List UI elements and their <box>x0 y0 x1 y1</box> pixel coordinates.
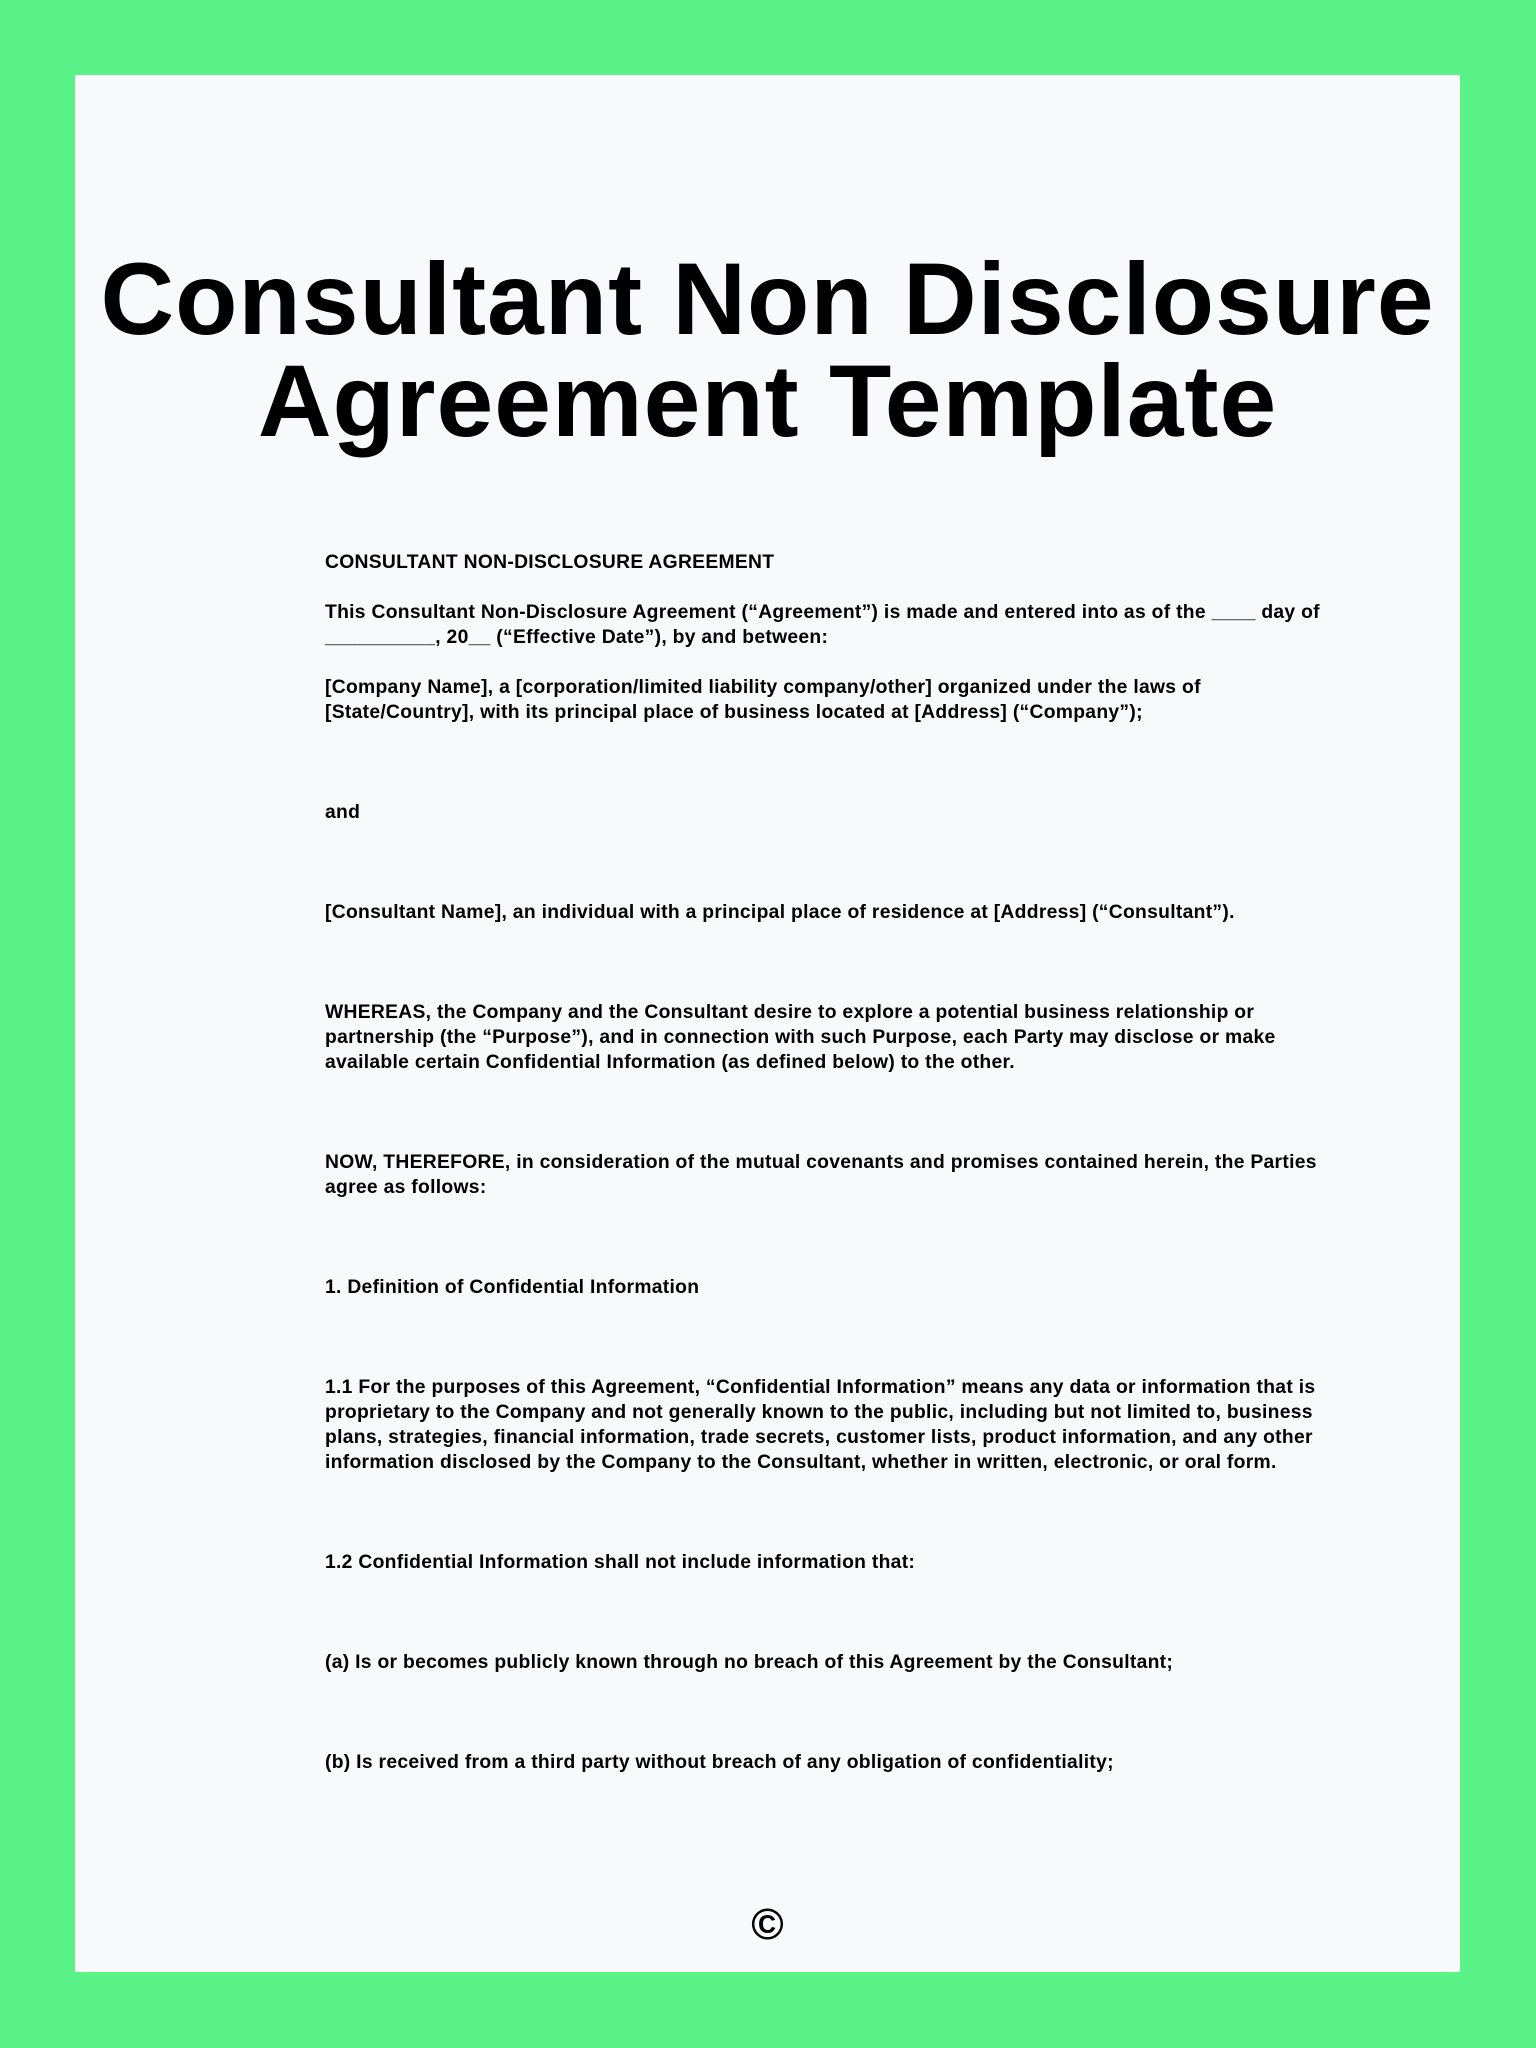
company-paragraph <box>325 675 1345 725</box>
agreement-heading: CONSULTANT NON-DISCLOSURE AGREEMENT <box>325 552 775 573</box>
section-1-2-paragraph: 1.2 Confidential Information shall not include information that: <box>325 1552 916 1573</box>
whereas-paragraph <box>325 1000 1345 1075</box>
section-1-1-line-1: 1.1 For the purposes of this Agreement, “Confidential Information” means any data or information that is <box>325 1377 1316 1398</box>
whereas-line-2: partnership (the “Purpose”), and in connection with such Purpose, each Party may disclose or make <box>325 1027 1276 1048</box>
therefore-line-2: agree as follows: <box>325 1177 487 1198</box>
company-line-2: [State/Country], with its principal place of business located at [Address] (“Company”); <box>325 702 1143 723</box>
section-1-1-line-3: plans, strategies, financial information, trade secrets, customer lists, product information, and any other <box>325 1427 1313 1448</box>
section-1-heading: 1. Definition of Confidential Information <box>325 1277 700 1298</box>
consultant-paragraph: [Consultant Name], an individual with a principal place of residence at [Address] (“Consultant”). <box>325 902 1235 923</box>
title-line-2: Agreement Template <box>257 344 1278 458</box>
whereas-line-1: WHEREAS, the Company and the Consultant desire to explore a potential business relationship or <box>325 1002 1255 1023</box>
title-line-1: Consultant Non Disclosure <box>100 242 1435 356</box>
page-title <box>75 242 1460 458</box>
intro-line-1: This Consultant Non-Disclosure Agreement (“Agreement”) is made and entered into as of the ____ day of <box>325 602 1320 623</box>
company-line-1: [Company Name], a [corporation/limited liability company/other] organized under the laws of <box>325 677 1201 698</box>
intro-paragraph <box>325 600 1345 650</box>
item-a-paragraph: (a) Is or becomes publicly known through no breach of this Agreement by the Consultant; <box>325 1652 1174 1673</box>
section-1-1-line-4: information disclosed by the Company to the Consultant, whether in written, electronic, or oral form. <box>325 1452 1277 1473</box>
intro-line-2: __________, 20__ (“Effective Date”), by and between: <box>325 627 829 648</box>
whereas-line-3: available certain Confidential Information (as defined below) to the other. <box>325 1052 1015 1073</box>
therefore-paragraph <box>325 1150 1345 1200</box>
copyright-icon: © <box>751 1900 784 1949</box>
section-1-1-paragraph <box>325 1375 1345 1475</box>
section-1-1-line-2: proprietary to the Company and not generally known to the public, including but not limited to, business <box>325 1402 1313 1423</box>
and-paragraph: and <box>325 802 361 823</box>
therefore-line-1: NOW, THEREFORE, in consideration of the mutual covenants and promises contained herein, the Parties <box>325 1152 1317 1173</box>
item-b-paragraph: (b) Is received from a third party without breach of any obligation of confidentiality; <box>325 1752 1114 1773</box>
document-page <box>75 75 1460 1972</box>
